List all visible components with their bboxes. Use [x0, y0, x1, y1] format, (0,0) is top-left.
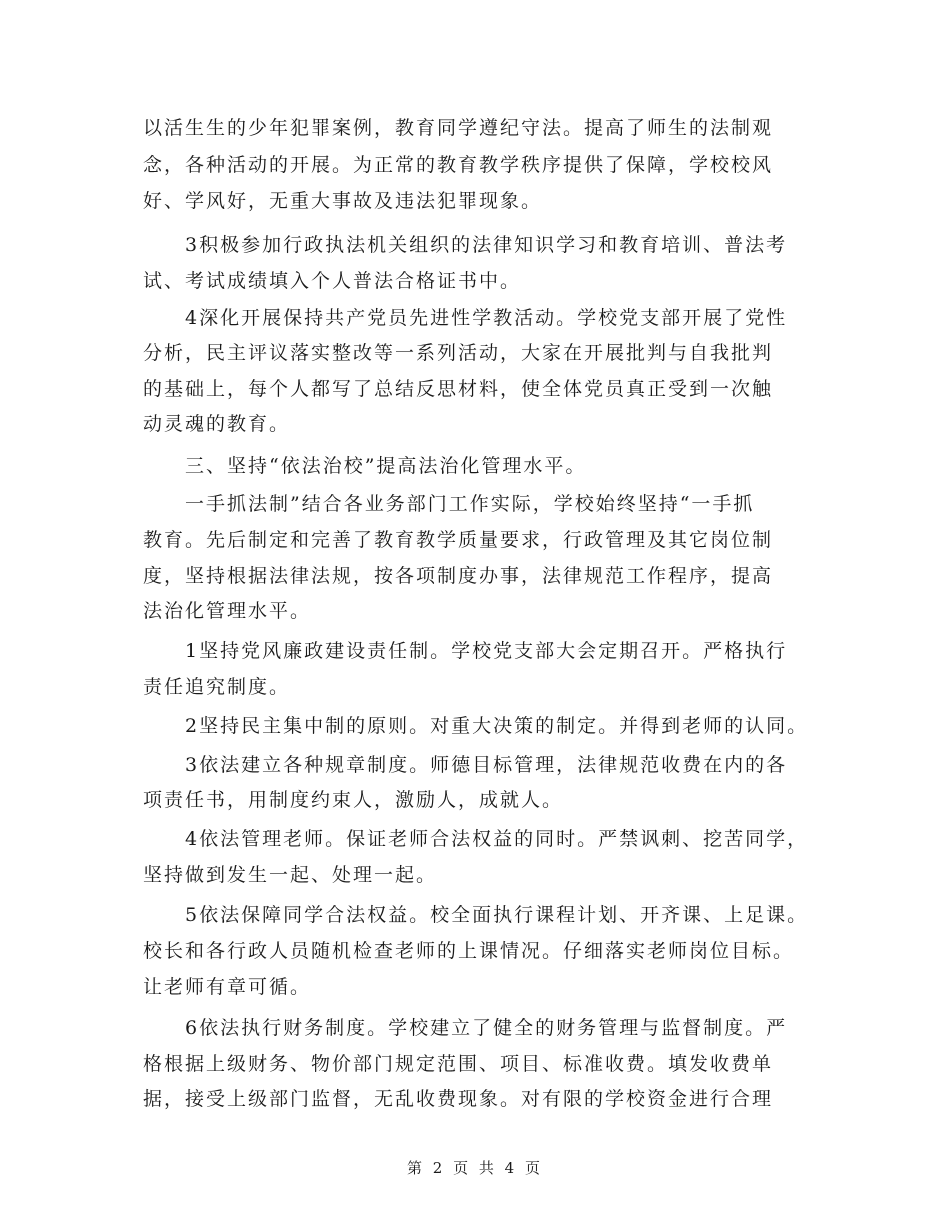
body-text-line: 坚持做到发生一起、处理一起。: [143, 864, 438, 886]
body-text-line: 以活生生的少年犯罪案例，教育同学遵纪守法。提高了师生的法制观: [143, 117, 774, 139]
body-text-line: 试、考试成绩填入个人普法合格证书中。: [143, 270, 522, 292]
body-text-line: 度，坚持根据法律法规，按各项制度办事，法律规范工作程序，提高: [143, 565, 774, 587]
body-text-line: 4深化开展保持共产党员先进性学教活动。学校党支部开展了党性: [185, 307, 788, 329]
body-text-line: 格根据上级财务、物价部门规定范围、项目、标准收费。填发收费单: [143, 1053, 774, 1075]
body-text-line: 动灵魂的教育。: [143, 413, 291, 435]
page-number-footer: 第 2 页 共 4 页: [407, 1159, 543, 1177]
body-text-line: 3积极参加行政执法机关组织的法律知识学习和教育培训、普法考: [185, 234, 788, 256]
body-text-line: 4依法管理老师。保证老师合法权益的同时。严禁讽刺、挖苦同学，: [185, 828, 809, 850]
body-text-line: 3依法建立各种规章制度。师德目标管理，法律规范收费在内的各: [185, 754, 788, 776]
body-text-line: 据，接受上级部门监督，无乱收费现象。对有限的学校资金进行合理: [143, 1088, 774, 1110]
body-text-line: 的基础上，每个人都写了总结反思材料，使全体党员真正受到一次触: [143, 378, 774, 400]
body-text-line: 1坚持党风廉政建设责任制。学校党支部大会定期召开。严格执行: [185, 640, 788, 662]
body-text-line: 5依法保障同学合法权益。校全面执行课程计划、开齐课、上足课。: [185, 904, 809, 926]
section-heading: 三、坚持“依法治校”提高法治化管理水平。: [185, 455, 587, 477]
body-text-line: 项责任书，用制度约束人，激励人，成就人。: [143, 789, 564, 811]
body-text-line: 6依法执行财务制度。学校建立了健全的财务管理与监督制度。严: [185, 1017, 788, 1039]
body-text-line: 责任追究制度。: [143, 676, 291, 698]
body-text-line: 分析，民主评议落实整改等一系列活动，大家在开展批判与自我批判: [143, 342, 774, 364]
body-text-line: 让老师有章可循。: [143, 976, 312, 998]
body-text-line: 法治化管理水平。: [143, 600, 312, 622]
body-text-line: 校长和各行政人员随机检查老师的上课情况。仔细落实老师岗位目标。: [143, 940, 795, 962]
body-text-line: 2坚持民主集中制的原则。对重大决策的制定。并得到老师的认同。: [185, 715, 809, 737]
body-text-line: 念，各种活动的开展。为正常的教育教学秩序提供了保障，学校校风: [143, 154, 774, 176]
body-text-line: 教育。先后制定和完善了教育教学质量要求，行政管理及其它岗位制: [143, 529, 774, 551]
body-text-line: 一手抓法制”结合各业务部门工作实际，学校始终坚持“一手抓: [185, 493, 755, 515]
body-text-line: 好、学风好，无重大事故及违法犯罪现象。: [143, 190, 543, 212]
